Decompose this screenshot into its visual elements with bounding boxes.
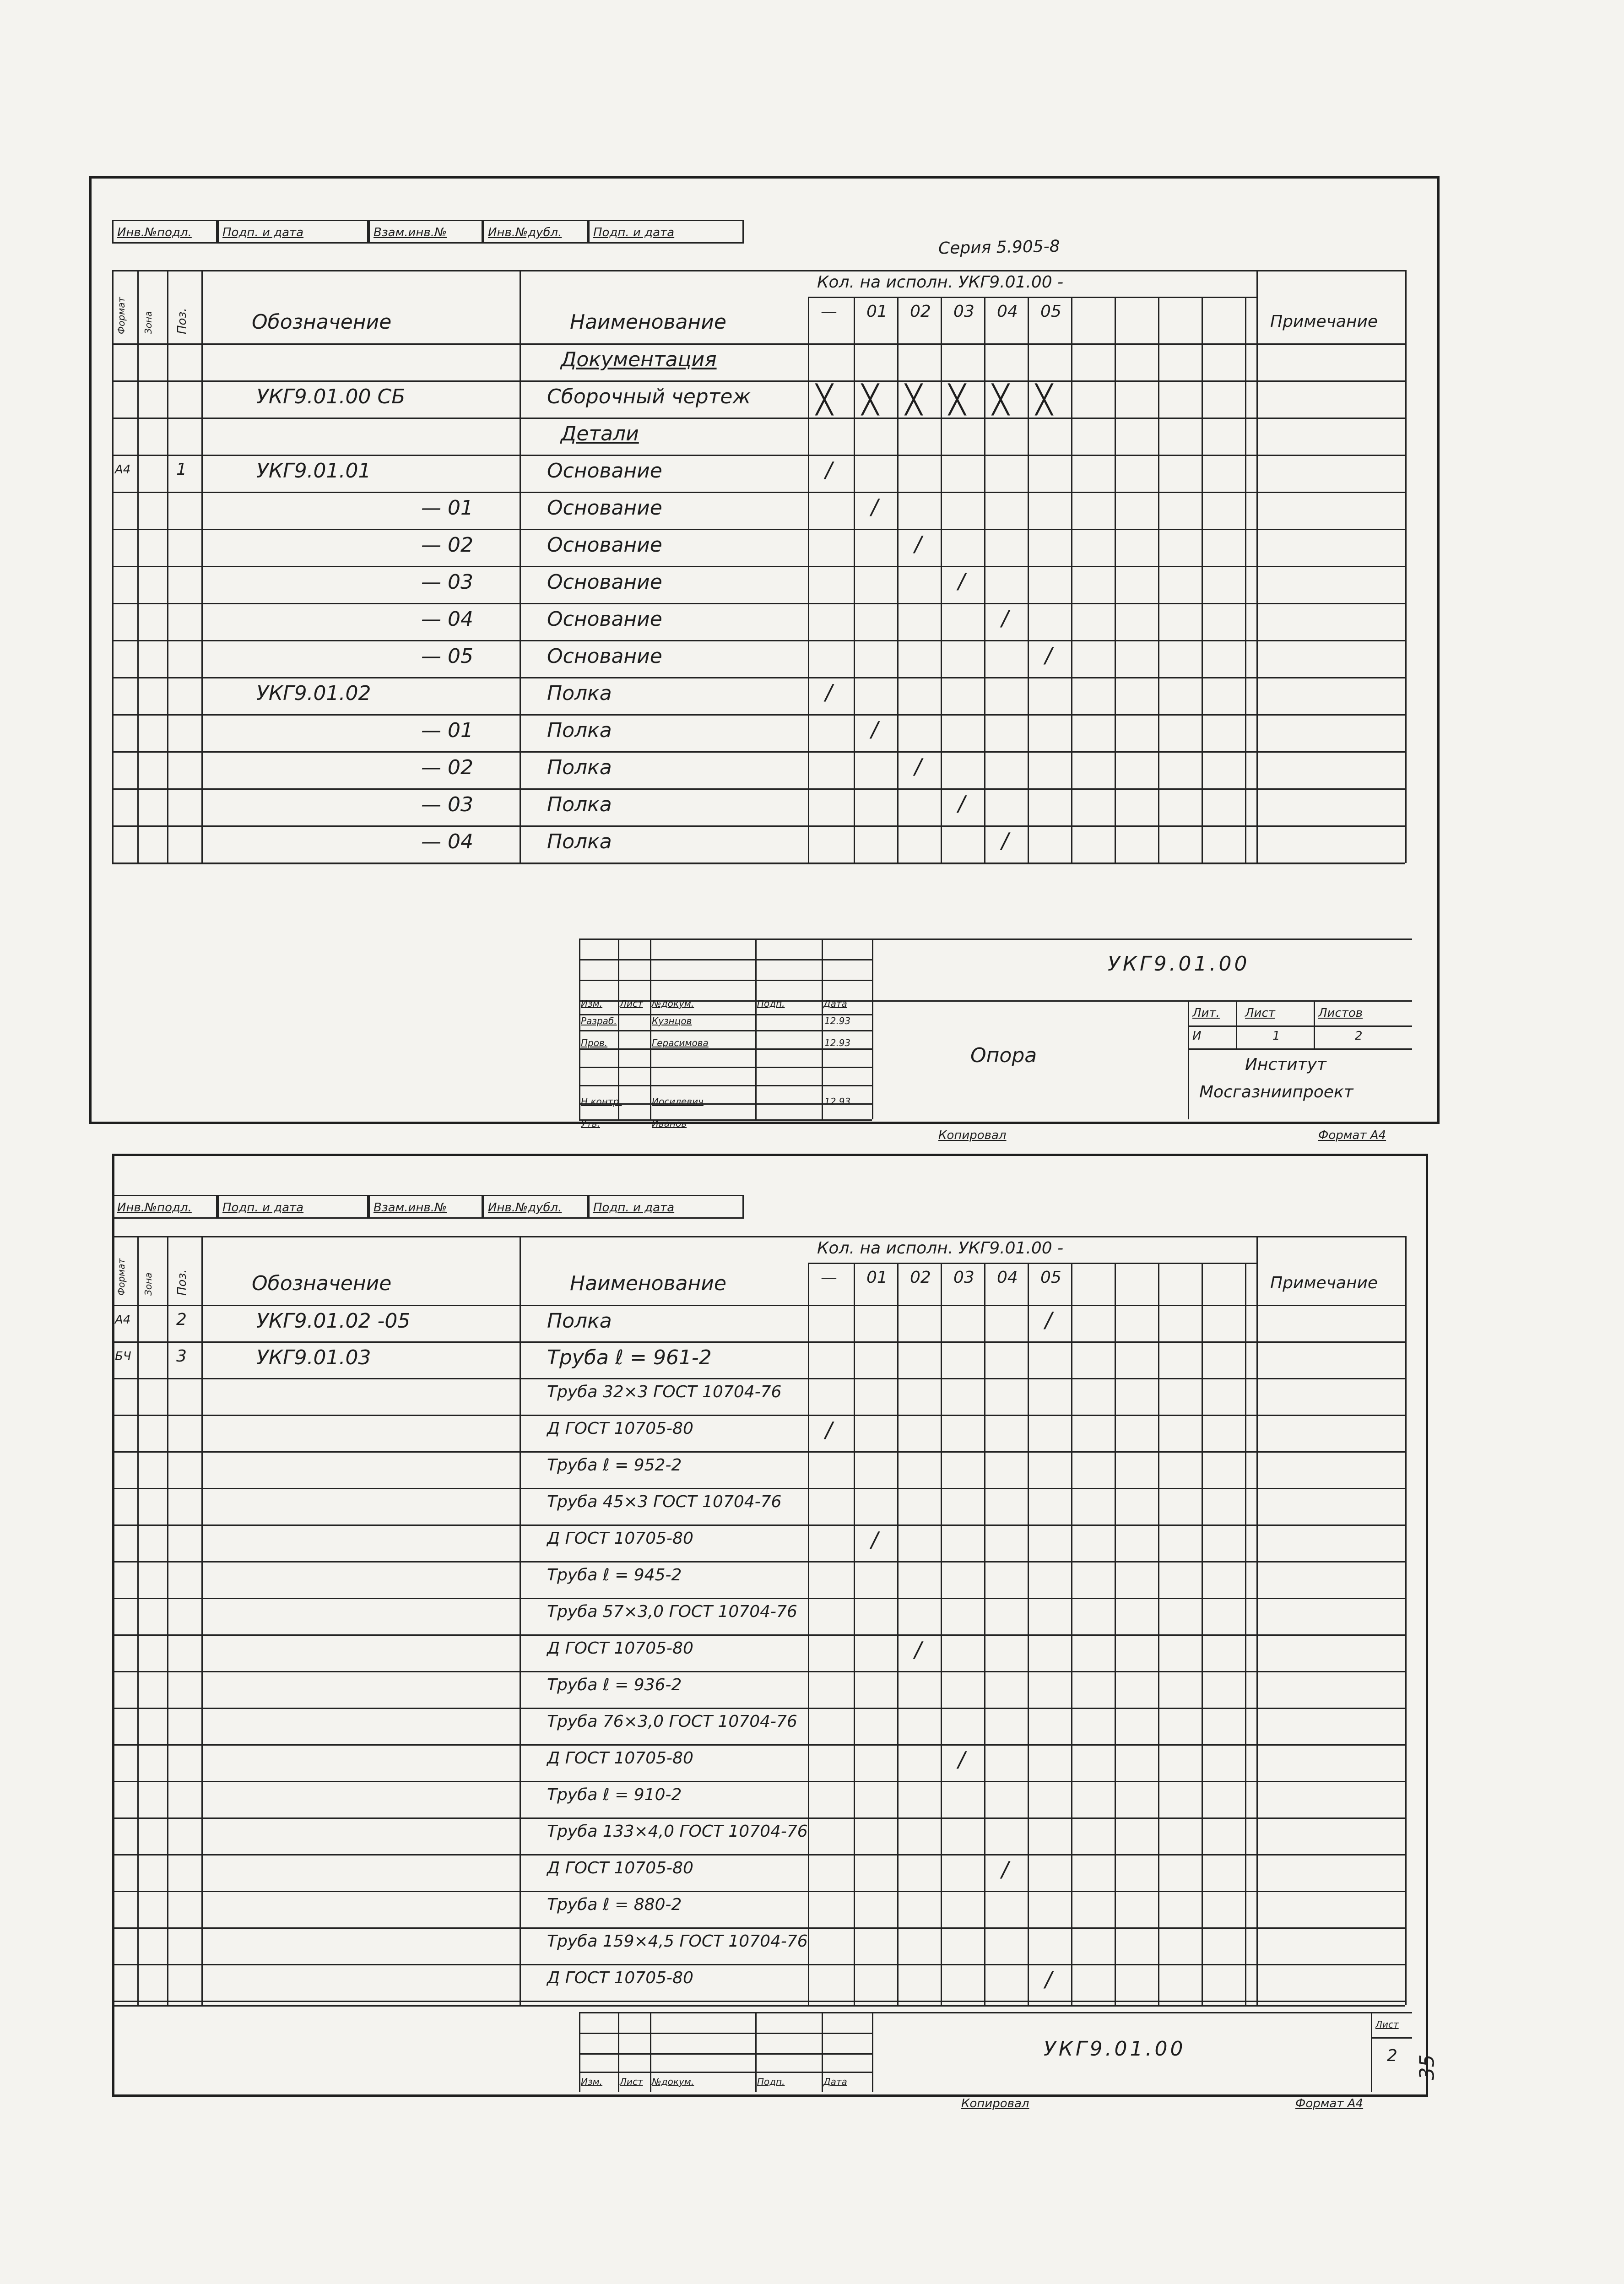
tb-code: УКГ9.01.00	[1108, 952, 1250, 976]
pos-label: Поз.	[175, 1269, 189, 1296]
note-header: Примечание	[1270, 312, 1378, 331]
grid-line	[1256, 1236, 1258, 1305]
grid-line	[984, 1305, 985, 2005]
row-name: Д ГОСТ 10705-80	[547, 1529, 693, 1548]
row-name: Труба 159×4,5 ГОСТ 10704-76	[547, 1932, 808, 1951]
quantity-mark: /	[915, 1637, 922, 1662]
quantity-mark: /	[958, 1747, 965, 1772]
stamp-label: Подп. и дата	[593, 1201, 675, 1215]
stamp-cell	[483, 1195, 588, 1219]
note-header: Примечание	[1270, 1274, 1378, 1292]
zone-label: Зона	[143, 311, 154, 334]
tb2-top	[579, 2012, 1412, 2013]
grid-line	[1245, 297, 1246, 343]
grid-line	[167, 1236, 168, 1305]
row-line	[112, 1561, 1405, 1562]
grid-line	[1115, 297, 1116, 343]
row-line	[112, 1524, 1405, 1526]
grid-line	[854, 1263, 855, 1305]
grid-line	[1405, 1236, 1407, 1305]
row-name: Труба ℓ = 952-2	[547, 1456, 682, 1475]
row-line	[112, 825, 1405, 827]
qty-col-label: 05	[1040, 302, 1061, 321]
row-name: Основание	[547, 608, 662, 631]
grid-line	[897, 1263, 899, 1305]
tb-lit-label: Лит.	[1192, 1006, 1220, 1020]
designation-header: Обозначение	[252, 1272, 392, 1295]
row-designation: — 02	[421, 756, 473, 779]
qty-col-label: —	[821, 1268, 837, 1287]
quantity-cross-mark: ╳	[862, 384, 879, 416]
row-line	[112, 529, 1405, 530]
grid-line	[201, 270, 203, 343]
qty-title: Кол. на исполн. УКГ9.01.00 -	[817, 1239, 1064, 1258]
grid-line	[1371, 2012, 1372, 2092]
stamp-cell	[368, 220, 483, 244]
row-name: Д ГОСТ 10705-80	[547, 1859, 693, 1877]
grid-line	[1028, 1263, 1029, 1305]
quantity-mark: /	[825, 680, 833, 705]
row-line	[112, 1854, 1405, 1855]
row-line	[112, 2001, 1405, 2002]
tb-copied: Копировал	[938, 1128, 1007, 1142]
tb-sheet: 1	[1272, 1029, 1280, 1043]
grid-line	[112, 270, 114, 343]
grid-line	[822, 2012, 823, 2092]
tb-person: Иосилевич	[652, 1096, 704, 1107]
header-bottom-line	[112, 343, 1405, 345]
grid-line	[1236, 1000, 1237, 1048]
row-name: Детали	[561, 422, 639, 445]
grid-line	[112, 1236, 114, 1305]
grid-line	[808, 1263, 809, 1305]
quantity-mark: /	[1045, 1967, 1052, 1991]
row-format: БЧ	[115, 1350, 131, 1363]
row-line	[112, 714, 1405, 716]
body-bottom-line	[112, 2005, 1405, 2007]
row-designation: — 01	[421, 496, 473, 520]
row-name: Д ГОСТ 10705-80	[547, 1639, 693, 1658]
row-line	[112, 418, 1405, 419]
grid-line	[579, 939, 580, 1119]
quantity-mark: /	[915, 754, 922, 779]
stamp-label: Подп. и дата	[593, 226, 675, 239]
row-designation: УКГ9.01.00 СБ	[256, 385, 406, 408]
grid-line	[1256, 270, 1258, 343]
row-format: А4	[115, 463, 131, 477]
tb-date: 12.93	[824, 1096, 851, 1107]
stamp-cell	[483, 220, 588, 244]
tb-date: 12.93	[824, 1015, 851, 1026]
grid-line	[1028, 297, 1029, 343]
tb-sign-line	[579, 959, 872, 960]
grid-line	[808, 1305, 809, 2005]
tb-sign-header: №докум.	[652, 998, 694, 1009]
grid-line	[1202, 1305, 1203, 2005]
grid-line	[808, 297, 809, 343]
qty-col-label: 03	[953, 1268, 974, 1287]
row-line	[112, 492, 1405, 493]
quantity-mark: /	[871, 494, 878, 519]
grid-line	[941, 1263, 942, 1305]
qty-col-label: 01	[866, 1268, 888, 1287]
grid-line	[579, 2012, 580, 2092]
stamp-label: Инв.№дубл.	[488, 226, 562, 239]
grid-line	[520, 270, 521, 343]
row-name: Труба ℓ = 961-2	[547, 1346, 712, 1369]
quantity-cross-mark: ╳	[992, 384, 1009, 416]
grid-line	[650, 2012, 651, 2092]
row-line	[112, 1598, 1405, 1599]
stamp-label: Взам.инв.№	[374, 226, 447, 239]
tb2-sign-header: Подп.	[757, 2076, 785, 2087]
row-name: Труба 133×4,0 ГОСТ 10704-76	[547, 1822, 808, 1841]
grid-line	[1158, 1263, 1159, 1305]
grid-line	[941, 1305, 942, 2005]
row-line	[112, 1964, 1405, 1965]
grid-line	[201, 1305, 203, 2005]
grid-line	[755, 2012, 757, 2092]
stamp-label: Инв.№подл.	[117, 226, 192, 239]
grid-line	[201, 1236, 203, 1305]
grid-line	[854, 297, 855, 343]
grid-line	[1071, 1263, 1072, 1305]
row-designation: УКГ9.01.01	[256, 459, 371, 483]
tb-person: Кузнцов	[652, 1015, 692, 1026]
row-position: 1	[176, 460, 187, 479]
grid-line	[1115, 1263, 1116, 1305]
row-name: Полка	[547, 756, 612, 779]
grid-line	[897, 1305, 899, 2005]
tb2-sign-header: Дата	[823, 2076, 847, 2087]
quantity-mark: /	[1045, 1307, 1052, 1332]
quantity-mark: /	[958, 569, 965, 593]
tb-sign-line	[579, 939, 872, 940]
row-name: Д ГОСТ 10705-80	[547, 1969, 693, 1987]
row-line	[112, 1891, 1405, 1892]
grid-line	[1256, 1305, 1258, 2005]
row-name: Труба ℓ = 910-2	[547, 1785, 682, 1804]
tb-sign-header: Лист	[620, 998, 643, 1009]
tb-sign-line	[579, 1048, 872, 1050]
row-line	[112, 1708, 1405, 1709]
tb-sign-line	[579, 980, 872, 981]
grid-line	[872, 2012, 873, 2092]
row-name: Труба 45×3 ГОСТ 10704-76	[547, 1492, 782, 1511]
row-designation: — 03	[421, 793, 473, 816]
series-note: Серия 5.905-8	[938, 237, 1060, 258]
row-designation: УКГ9.01.02 -05	[256, 1309, 411, 1333]
row-name: Основание	[547, 533, 662, 557]
row-name: Основание	[547, 496, 662, 520]
pos-label: Поз.	[175, 308, 189, 334]
grid-line	[520, 1236, 521, 1305]
grid-line	[984, 1263, 985, 1305]
quantity-mark: /	[915, 532, 922, 556]
row-name: Полка	[547, 682, 612, 705]
row-line	[112, 1927, 1405, 1929]
grid-line	[137, 1305, 139, 2005]
tb2-sign-line	[579, 2053, 872, 2055]
tb-sign-header: Подп.	[757, 998, 785, 1009]
row-line	[112, 1817, 1405, 1819]
tb-role: Утв.	[581, 1118, 600, 1129]
row-designation: — 03	[421, 570, 473, 594]
qty-col-label: 01	[866, 302, 888, 321]
grid-line	[1071, 297, 1072, 343]
tb2-sign-line	[579, 2033, 872, 2034]
qty-split-line	[808, 297, 1256, 298]
quantity-cross-mark: ╳	[949, 384, 966, 416]
row-designation: — 02	[421, 533, 473, 557]
grid-line	[872, 939, 873, 1119]
row-line	[112, 603, 1405, 604]
quantity-cross-mark: ╳	[1036, 384, 1053, 416]
row-line	[112, 380, 1405, 382]
grid-line	[1202, 1263, 1203, 1305]
tb-sheet-label: Лист	[1245, 1006, 1275, 1020]
grid-line	[984, 297, 985, 343]
tb-format: Формат А4	[1318, 1128, 1386, 1142]
quantity-mark: /	[1001, 606, 1009, 630]
qty-col-label: —	[821, 302, 837, 321]
grid-line	[897, 297, 899, 343]
tb-sign-line	[579, 1030, 872, 1031]
tb-sign-header: Изм.	[581, 998, 603, 1009]
stamp-label: Подп. и дата	[222, 226, 304, 239]
stamp-cell	[112, 1195, 217, 1219]
name-header: Наименование	[570, 1272, 726, 1295]
quantity-mark: /	[871, 717, 878, 742]
row-line	[112, 455, 1405, 456]
row-designation: — 01	[421, 719, 473, 742]
grid-line	[1158, 1305, 1159, 2005]
row-line	[112, 1634, 1405, 1636]
tb-org-1: Институт	[1245, 1055, 1326, 1074]
tb2-sheet-line	[1371, 2037, 1412, 2039]
tb-role: Н.контр.	[581, 1096, 622, 1107]
row-name: Д ГОСТ 10705-80	[547, 1749, 693, 1768]
row-line	[112, 1415, 1405, 1416]
row-name: Труба 57×3,0 ГОСТ 10704-76	[547, 1602, 797, 1621]
grid-line	[167, 270, 168, 343]
tb-sheets-label: Листов	[1318, 1006, 1363, 1020]
tb-lit-line	[1188, 1025, 1412, 1027]
row-line	[112, 1488, 1405, 1489]
row-name: Полка	[547, 719, 612, 742]
quantity-cross-mark: ╳	[816, 384, 833, 416]
grid-line	[854, 1305, 855, 2005]
quantity-mark: /	[825, 1417, 833, 1442]
tb2-page: 35	[1415, 2054, 1439, 2080]
grid-line	[1202, 297, 1203, 343]
grid-line	[618, 2012, 619, 2092]
header-top-line	[112, 1236, 1405, 1237]
stamp-label: Инв.№подл.	[117, 1201, 192, 1215]
stamp-cell	[588, 220, 744, 244]
row-name: Основание	[547, 645, 662, 668]
tb-person: Иванов	[652, 1118, 687, 1129]
tb-code-line	[872, 1000, 1412, 1002]
quantity-mark: /	[1001, 828, 1009, 853]
grid-line	[1314, 1000, 1315, 1048]
stamp-cell	[217, 1195, 368, 1219]
designation-header: Обозначение	[252, 310, 392, 334]
qty-split-line	[808, 1263, 1256, 1264]
row-name: Сборочный чертеж	[547, 385, 751, 408]
row-name: Основание	[547, 570, 662, 594]
tb-role: Разраб.	[581, 1015, 617, 1026]
row-designation: УКГ9.01.03	[256, 1346, 371, 1369]
quantity-mark: /	[1001, 1857, 1009, 1882]
row-name: Труба ℓ = 936-2	[547, 1676, 682, 1694]
grid-line	[1405, 270, 1407, 343]
grid-line	[520, 1305, 521, 2005]
format-label: Формат	[116, 297, 127, 334]
quantity-mark: /	[1045, 643, 1052, 667]
stamp-label: Взам.инв.№	[374, 1201, 447, 1215]
row-line	[112, 1781, 1405, 1782]
grid-line	[1245, 1263, 1246, 1305]
row-designation: УКГ9.01.02	[256, 682, 371, 705]
grid-line	[137, 1236, 139, 1305]
tb-sign-line	[579, 1085, 872, 1086]
quantity-mark: /	[958, 791, 965, 816]
row-line	[112, 566, 1405, 567]
row-designation: — 05	[421, 645, 473, 668]
row-line	[112, 640, 1405, 641]
grid-line	[137, 270, 139, 343]
row-line	[112, 677, 1405, 678]
header-top-line	[112, 270, 1405, 271]
tb2-sheet: 2	[1387, 2046, 1397, 2065]
row-name: Полка	[547, 830, 612, 853]
tb-sheets: 2	[1355, 1029, 1363, 1043]
tb2-format: Формат А4	[1295, 2097, 1364, 2110]
row-name: Полка	[547, 1309, 612, 1333]
grid-line	[1115, 1305, 1116, 2005]
grid-line	[1158, 297, 1159, 343]
quantity-mark: /	[871, 1527, 878, 1552]
grid-line	[1188, 1000, 1189, 1119]
tb2-sign-header: Лист	[620, 2076, 643, 2087]
row-line	[112, 1671, 1405, 1672]
row-line	[112, 1744, 1405, 1746]
qty-col-label: 02	[910, 302, 931, 321]
grid-line	[822, 939, 823, 1119]
stamp-cell	[368, 1195, 483, 1219]
row-line	[112, 1378, 1405, 1379]
name-header: Наименование	[570, 310, 726, 334]
grid-line	[650, 939, 651, 1119]
row-name: Основание	[547, 459, 662, 483]
body-bottom-line	[112, 863, 1405, 864]
format-label: Формат	[116, 1258, 127, 1296]
tb2-sign-header: Изм.	[581, 2076, 603, 2087]
tb-sign-line	[579, 1067, 872, 1068]
stamp-cell	[588, 1195, 744, 1219]
stamp-label: Подп. и дата	[222, 1201, 304, 1215]
tb-lit: И	[1192, 1029, 1202, 1043]
row-name: Д ГОСТ 10705-80	[547, 1419, 693, 1438]
qty-col-label: 05	[1040, 1268, 1061, 1287]
tb-person: Герасимова	[652, 1037, 709, 1048]
tb2-sheet-label: Лист	[1375, 2019, 1399, 2030]
row-designation: — 04	[421, 608, 473, 631]
grid-line	[1071, 1305, 1072, 2005]
row-name: Труба 32×3 ГОСТ 10704-76	[547, 1383, 782, 1401]
tb2-sign-line	[579, 2072, 872, 2073]
tb2-code: УКГ9.01.00	[1044, 2037, 1186, 2061]
tb-sign-line	[579, 1119, 872, 1121]
tb-title: Опора	[970, 1044, 1037, 1067]
row-name: Труба ℓ = 945-2	[547, 1566, 682, 1584]
zone-label: Зона	[143, 1272, 154, 1296]
tb-org-2: Мосгазниипроект	[1199, 1083, 1353, 1101]
stamp-label: Инв.№дубл.	[488, 1201, 562, 1215]
sheet-2-frame	[112, 1154, 1428, 2097]
tb2-sign-header: №докум.	[652, 2076, 694, 2087]
qty-col-label: 04	[997, 302, 1018, 321]
grid-line	[167, 1305, 168, 2005]
row-line	[112, 1341, 1405, 1343]
grid-line	[618, 939, 619, 1119]
row-line	[112, 1451, 1405, 1453]
tb-date: 12.93	[824, 1037, 851, 1048]
stamp-cell	[112, 220, 217, 244]
row-line	[112, 788, 1405, 790]
qty-col-label: 02	[910, 1268, 931, 1287]
row-name: Труба 76×3,0 ГОСТ 10704-76	[547, 1712, 797, 1731]
row-format: А4	[115, 1313, 131, 1327]
stamp-cell	[217, 220, 368, 244]
row-position: 3	[176, 1347, 187, 1366]
qty-title: Кол. на исполн. УКГ9.01.00 -	[817, 273, 1064, 292]
tb-sign-header: Дата	[823, 998, 847, 1009]
grid-line	[112, 1305, 114, 2005]
header-bottom-line	[112, 1305, 1405, 1306]
row-name: Труба ℓ = 880-2	[547, 1895, 682, 1914]
row-position: 2	[176, 1310, 187, 1329]
grid-line	[1028, 1305, 1029, 2005]
grid-line	[1405, 1305, 1407, 2005]
grid-line	[755, 939, 757, 1119]
tb-lit-line	[1188, 1048, 1412, 1050]
row-name: Документация	[561, 348, 717, 371]
quantity-cross-mark: ╳	[905, 384, 922, 416]
quantity-mark: /	[825, 457, 833, 482]
row-designation: — 04	[421, 830, 473, 853]
tb2-copied: Копировал	[961, 2097, 1029, 2110]
qty-col-label: 03	[953, 302, 974, 321]
grid-line	[1405, 343, 1407, 863]
qty-col-label: 04	[997, 1268, 1018, 1287]
grid-line	[1245, 1305, 1246, 2005]
grid-line	[941, 297, 942, 343]
tb-role: Пров.	[581, 1037, 608, 1048]
row-name: Полка	[547, 793, 612, 816]
row-line	[112, 751, 1405, 753]
